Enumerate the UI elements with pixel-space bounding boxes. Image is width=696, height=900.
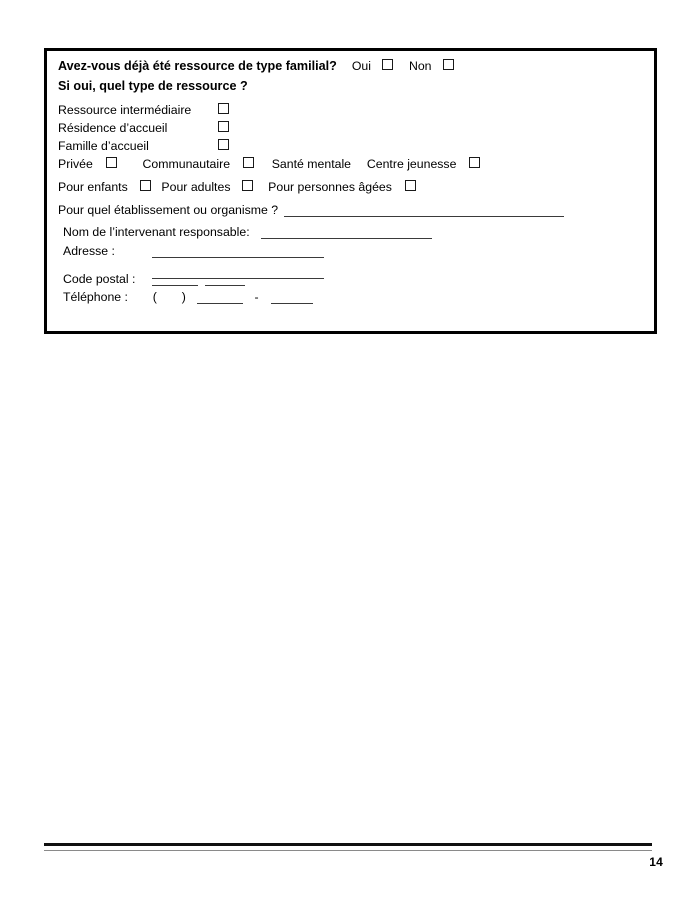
clientele-label-2: Pour personnes âgées xyxy=(268,179,392,194)
category-label-0: Privée xyxy=(58,156,93,171)
footer-rule-thick xyxy=(44,843,652,846)
phone-suffix-input-line[interactable] xyxy=(271,294,313,304)
heading-question-row xyxy=(58,58,454,73)
postal-code-input-line-1[interactable] xyxy=(152,285,198,286)
clientele-row xyxy=(58,179,416,194)
no-checkbox[interactable] xyxy=(443,59,454,70)
resource-type-label-2: Famille d’accueil xyxy=(58,138,149,153)
worker-name-row xyxy=(63,224,250,239)
resource-type-label-0: Ressource intermédiaire xyxy=(58,102,192,117)
footer-rule-thin xyxy=(44,850,652,851)
worker-name-input-line[interactable] xyxy=(261,238,432,239)
form-box xyxy=(44,48,657,334)
category-label-2: Santé mentale xyxy=(271,156,352,171)
phone-label: Téléphone : xyxy=(63,289,128,304)
resource-type-row-0 xyxy=(58,102,229,117)
worker-name-label: Nom de l’intervenant responsable: xyxy=(63,224,250,239)
resource-type-row-2 xyxy=(58,138,229,153)
establishment-input-line[interactable] xyxy=(284,216,564,217)
yes-checkbox[interactable] xyxy=(382,59,393,70)
category-label-3: Centre jeunesse xyxy=(366,156,457,171)
category-checkbox-3[interactable] xyxy=(469,157,480,168)
resource-type-checkbox-2[interactable] xyxy=(218,139,229,150)
resource-type-checkbox-1[interactable] xyxy=(218,121,229,132)
category-label-1: Communautaire xyxy=(142,156,231,171)
heading-question-label: Avez-vous déjà été ressource de type familial? xyxy=(58,58,337,73)
page-number: 14 xyxy=(649,855,663,869)
yes-label: Oui xyxy=(351,58,371,73)
resource-type-checkbox-0[interactable] xyxy=(218,103,229,114)
address-row xyxy=(63,243,115,258)
establishment-row xyxy=(58,202,278,217)
phone-dash: - xyxy=(254,289,259,304)
category-checkbox-0[interactable] xyxy=(106,157,117,168)
phone-close-paren: ) xyxy=(181,289,186,304)
clientele-checkbox-2[interactable] xyxy=(405,180,416,191)
clientele-checkbox-1[interactable] xyxy=(242,180,253,191)
no-label: Non xyxy=(408,58,432,73)
resource-type-row-1 xyxy=(58,120,229,135)
phone-row xyxy=(63,289,313,304)
address-input-line-2[interactable] xyxy=(152,278,324,279)
address-label: Adresse : xyxy=(63,243,115,258)
clientele-label-1: Pour adultes xyxy=(161,179,231,194)
postal-code-input-line-2[interactable] xyxy=(205,285,245,286)
clientele-label-0: Pour enfants xyxy=(58,179,128,194)
establishment-label: Pour quel établissement ou organisme ? xyxy=(58,202,279,217)
clientele-checkbox-0[interactable] xyxy=(140,180,151,191)
address-input-line-1[interactable] xyxy=(152,257,324,258)
phone-prefix-input-line[interactable] xyxy=(197,294,243,304)
postal-code-row xyxy=(63,271,135,286)
resource-type-label-1: Résidence d’accueil xyxy=(58,120,168,135)
category-checkbox-1[interactable] xyxy=(243,157,254,168)
phone-open-paren: ( xyxy=(152,289,157,304)
subheading-label: Si oui, quel type de ressource ? xyxy=(58,79,248,93)
form-content xyxy=(47,51,654,331)
postal-code-label: Code postal : xyxy=(63,271,136,286)
category-row xyxy=(58,156,480,171)
